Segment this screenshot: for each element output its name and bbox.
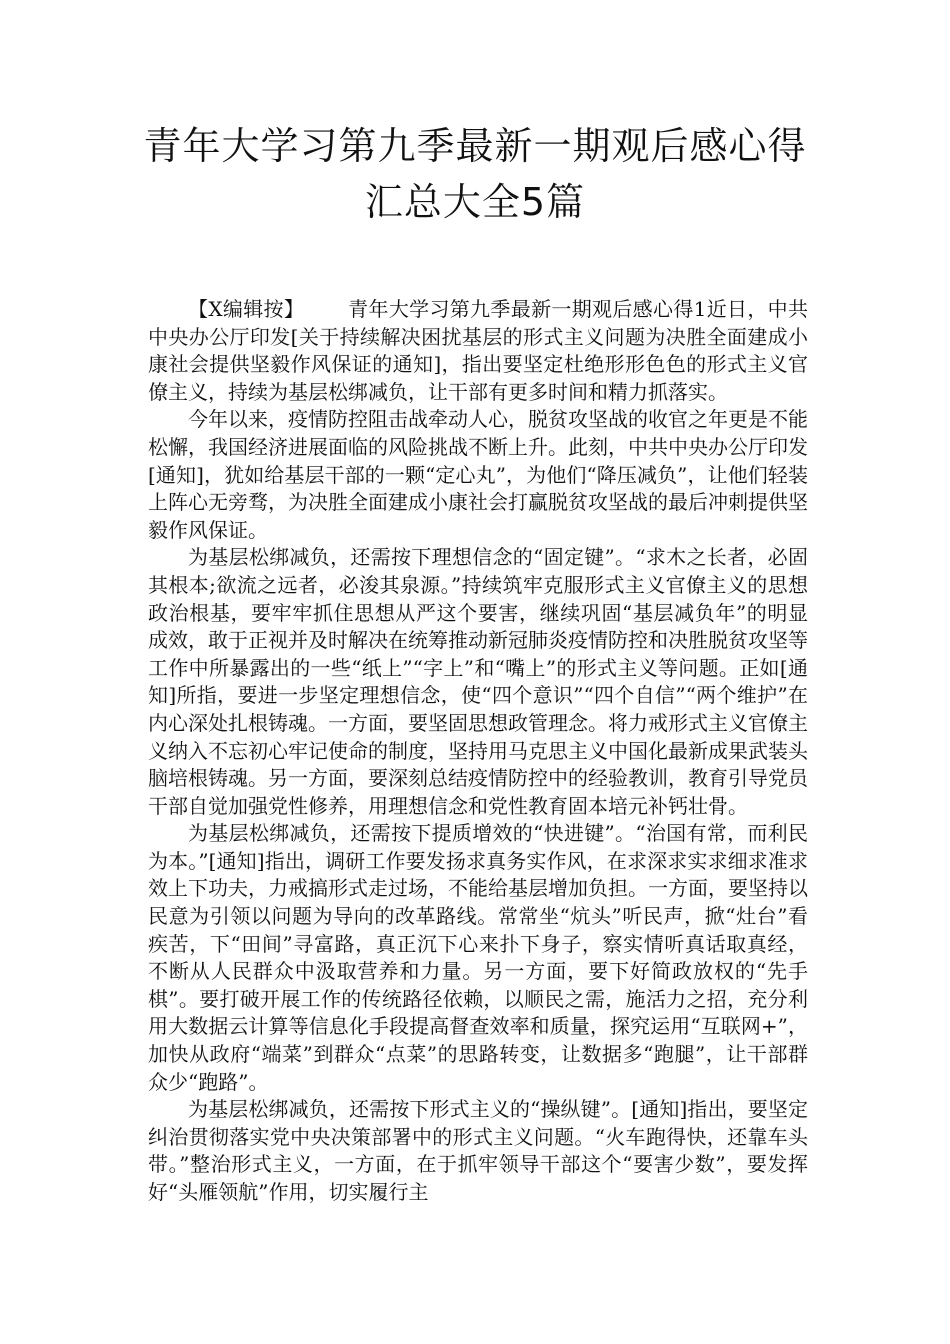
body-paragraph: 今年以来，疫情防控阻击战牵动人心，脱贫攻坚战的收官之年更是不能松懈，我国经济进展面临的风险挑战不断上升。此刻，中共中央办公厅印发[通知]，犹如给基层干部的一颗“定心丸”，为他们“降压减负”，让他们轻装上阵心无旁骛，为决胜全面建成小康社会打赢脱贫攻坚战的最后冲刺提供坚毅作风保证。 — [148, 407, 808, 542]
title-line-1: 青年大学习第九季最新一期观后感心得 — [143, 124, 807, 168]
body-paragraph: 为基层松绑减负，还需按下提质增效的“快进键”。“治国有常，而利民为本。”[通知]指出，调研工作要发扬求真务实作风，在求深求实求细求准求效上下功夫，力戒搞形式走过场，不能给基层增加负担。一方面，要坚持以民意为引领以问题为导向的改革路线。常常坐“炕头”听民声，掀“灶台”看疾苦，下“田间”寻富路，真正沉下心来扑下身子，察实情听真话取真经，不断从人民群众中汲取营养和力量。另一方面，要下好简政放权的“先手棋”。要打破开展工作的传统路径依赖，以顺民之需，施活力之招，充分利用大数据云计算等信息化手段提高督查效率和质量，探究运用“互联网+”，加快从政府“端菜”到群众“点菜”的思路转变，让数据多“跑腿”，让干部群众少“跑路”。 — [148, 821, 808, 1094]
body-paragraph: 为基层松绑减负，还需按下理想信念的“固定键”。“求木之长者，必固其根本;欲流之远者，必浚其泉源。”持续筑牢克服形式主义官僚主义的思想政治根基，要牢牢抓住思想从严这个要害，继续巩固“基层减负年”的明显成效，敢于正视并及时解决在统筹推动新冠肺炎疫情防控和决胜脱贫攻坚等工作中所暴露出的一些“纸上”“字上”和“嘴上”的形式主义等问题。正如[通知]所指，要进一步坚定理想信念，使“四个意识”“四个自信”“两个维护”在内心深处扎根铸魂。一方面，要坚固思想政管理念。将力戒形式主义官僚主义纳入不忘初心牢记使命的制度，坚持用马克思主义中国化最新成果武装头脑培根铸魂。另一方面，要深刻总结疫情防控中的经验教训，教育引导党员干部自觉加强党性修养，用理想信念和党性教育固本培元补钙壮骨。 — [148, 545, 808, 818]
title-line-2: 汇总大全5篇 — [364, 180, 586, 224]
editor-note-label: 【X编辑按】 — [188, 297, 305, 321]
body-paragraph: 为基层松绑减负，还需按下形式主义的“操纵键”。[通知]指出，要坚定纠治贯彻落实党中央决策部署中的形式主义问题。“火车跑得快，还靠车头带。”整治形式主义，一方面，在于抓牢领导干部这个“要害少数”，要发挥好“头雁领航”作用，切实履行主 — [148, 1097, 808, 1204]
intro-text: 青年大学习第九季最新一期观后感心得1近日，中共中央办公厅印发[关于持续解决困扰基层的形式主义问题为决胜全面建成小康社会提供坚毅作风保证的通知]，指出要坚定杜绝形形色色的形式主义官僚主义，持续为基层松绑减负，让干部有更多时间和精力抓落实。 — [148, 297, 808, 404]
document-body — [148, 296, 808, 1207]
intro-paragraph — [148, 296, 808, 406]
document-title — [100, 118, 850, 230]
